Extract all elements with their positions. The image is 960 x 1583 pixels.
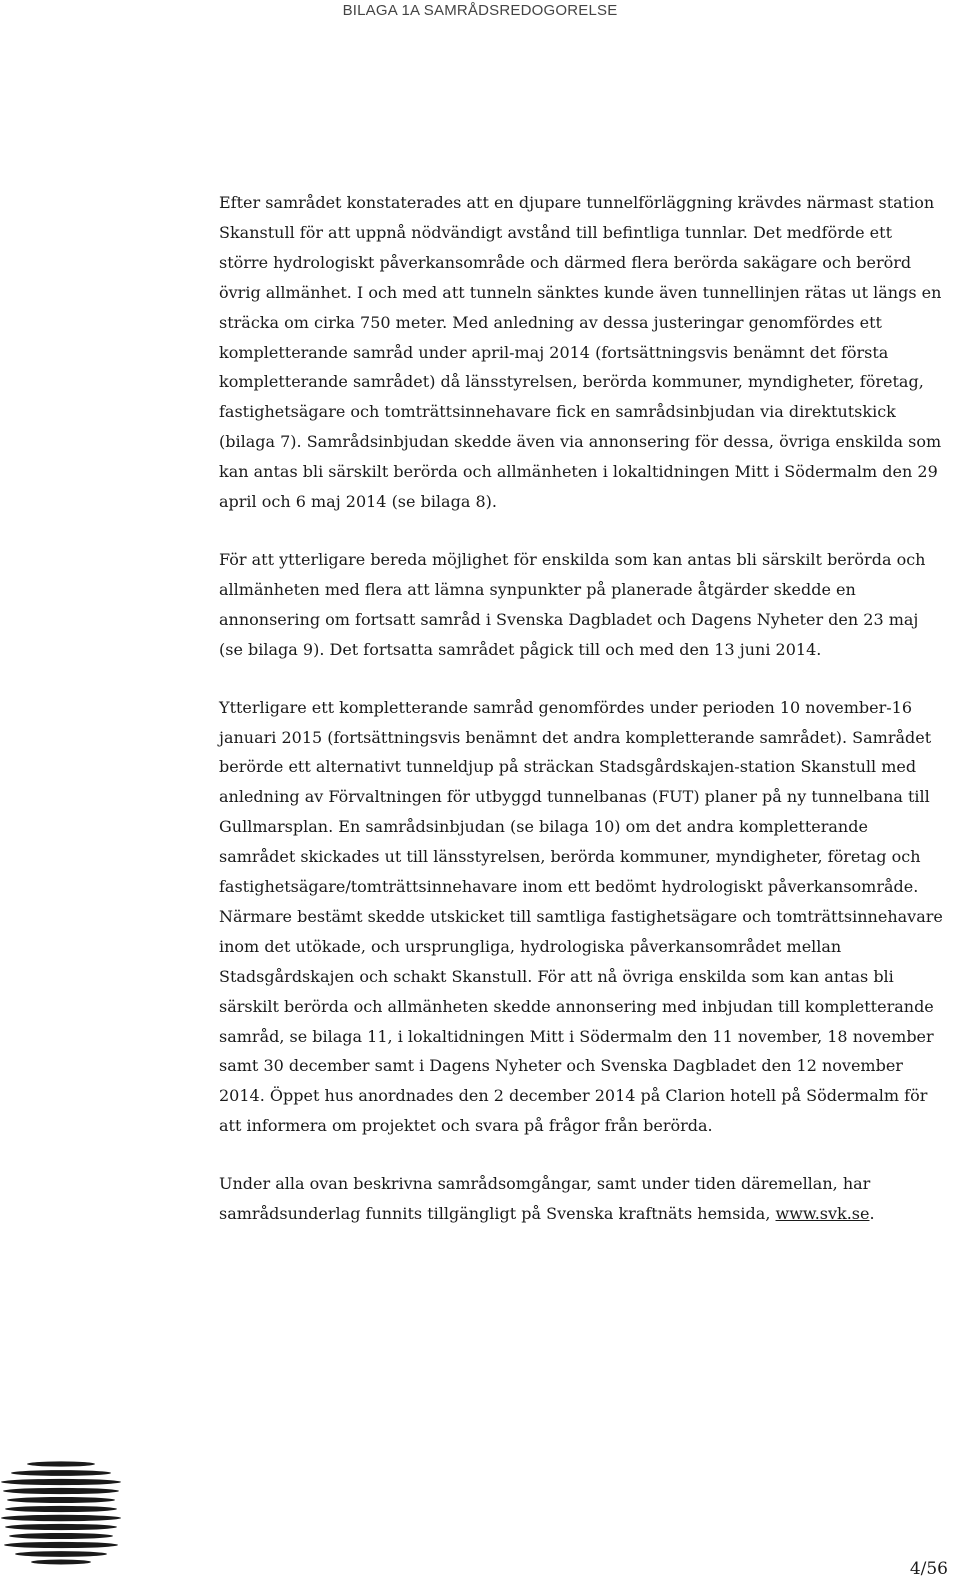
paragraph-continued-consultation: För att ytterligare bereda möjlighet för enskilda som kan antas bli särskilt berörda och allmänheten med flera att lämna synpunkter på planerade åtgärder skedde en annonsering om fortsatt samråd i Svenska Dagbladet och Dagens Nyheter den 23 maj (se bilaga 9). Det fortsatta samrådet pågick till och med den 13 juni 2014. (219, 549, 926, 659)
website-text-end: . (869, 1204, 875, 1224)
paragraph-second-supplementary-consultation: Ytterligare ett kompletterande samråd genomfördes under perioden 10 november-16 januari 2015 (fortsättningsvis benämnt det andra kompletterande samrådet). Samrådet berörde ett alternativt tunneldjup på sträckan Stadsgårdskajen-station Skanstull med anledning av Förvaltningen för utbyggd tunnelbanas (FUT) planer på ny tunnelbana till Gullmarsplan. En samrådsinbjudan (se bilaga 10) om det andra kompletterande samrådet skickades ut till länsstyrelsen, berörda kommuner, myndigheter, företag och fastighetsägare/tomträttsinnehavare inom ett bedömt hydrologiskt påverkansområde. Närmare bestämt skedde utskicket till samtliga fastighetsägare och tomträttsinnehavare inom det utökade, och ursprungliga, hydrologiska påverkansområdet mellan Stadsgårdskajen och schakt Skanstull. För att nå övriga enskilda som kan antas bli särskilt berörda och allmänheten skedde annonsering med inbjudan till kompletterande samråd, se bilaga 11, i lokaltidningen Mitt i Södermalm den 11 november, 18 november samt 30 december samt i Dagens Nyheter och Svenska Dagbladet den 12 november 2014. Öppet hus anordnades den 2 december 2014 på Clarion hotell på Södermalm för att informera om projektet och svara på frågor från berörda. (219, 697, 943, 1136)
svk-website-link[interactable]: www.svk.se (775, 1204, 870, 1224)
website-text: Under alla ovan beskrivna samrådsomgångar, samt under tiden däremellan, har samrådsunderlag funnits tillgängligt på Svenska kraftnäts hemsida, (219, 1174, 871, 1224)
paragraph-website-availability (219, 1169, 946, 1229)
document-body (219, 188, 946, 1257)
document-header: BILAGA 1A SAMRÅDSREDOGORELSE (342, 2, 618, 19)
svenska-kraftnat-logo-icon (0, 1458, 122, 1566)
paragraph-consultation-adjustments: Efter samrådet konstaterades att en djupare tunnelförläggning krävdes närmast station Skanstull för att uppnå nödvändigt avstånd till befintliga tunnlar. Det medförde ett större hydrologiskt påverkansområde och därmed flera berörda sakägare och berörd övrig allmänhet. I och med att tunneln sänktes kunde även tunnellinjen rätas ut längs en sträcka om cirka 750 meter. Med anledning av dessa justeringar genomfördes ett kompletterande samråd under april-maj 2014 (fortsättningsvis benämnt det första kompletterande samrådet) då länsstyrelsen, berörda kommuner, myndigheter, företag, fastighetsägare och tomträttsinnehavare fick en samrådsinbjudan via direktutskick (bilaga 7). Samrådsinbjudan skedde även via annonsering för dessa, övriga enskilda som kan antas bli särskilt berörda och allmänheten i lokaltidningen Mitt i Södermalm den 29 april och 6 maj 2014 (se bilaga 8). (219, 193, 942, 512)
page-number: 4/56 (909, 1559, 948, 1579)
